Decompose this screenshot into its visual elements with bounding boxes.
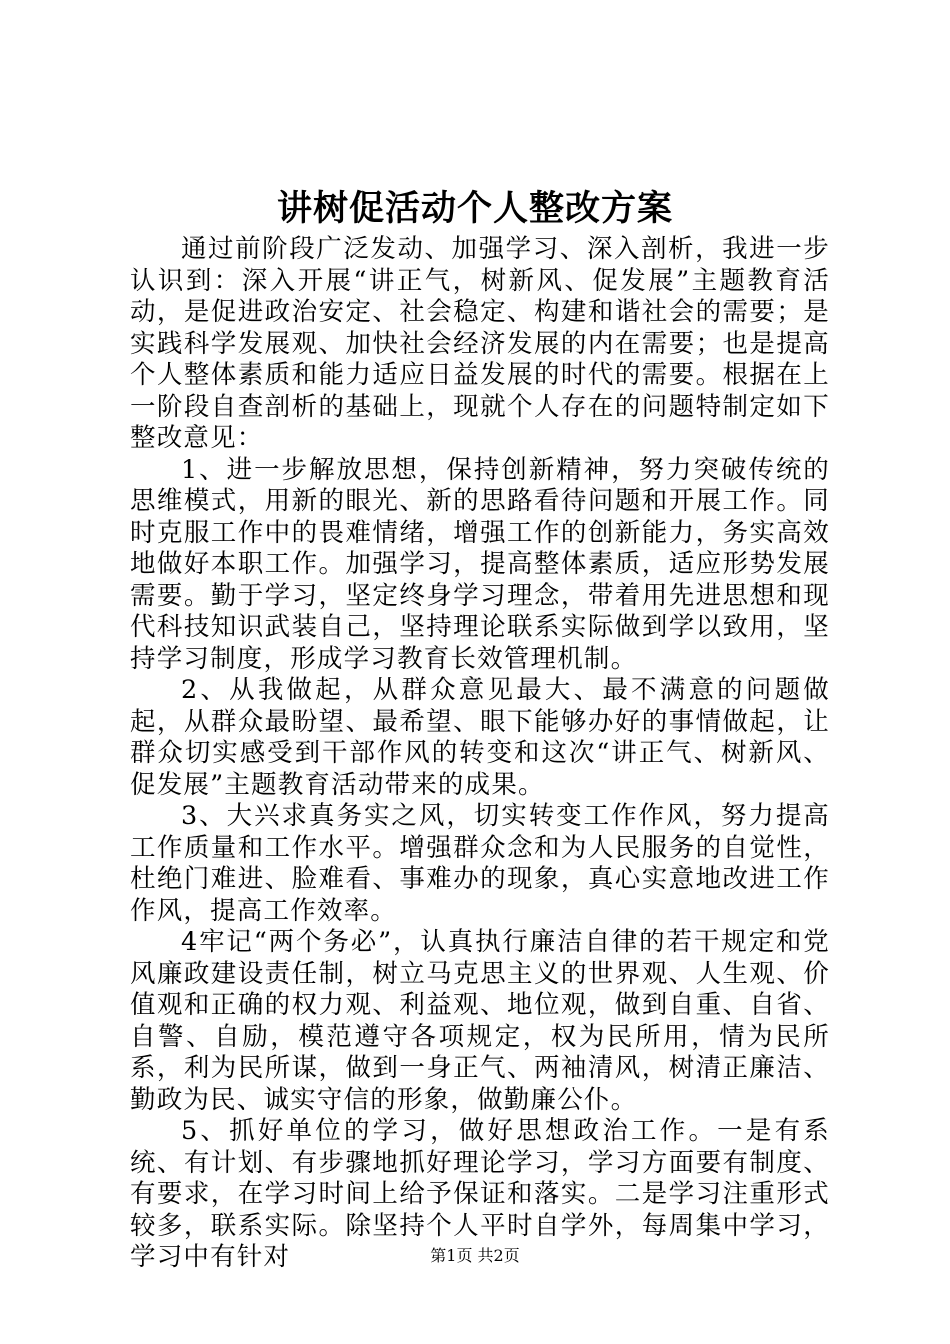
paragraph-item-5: 5、抓好单位的学习，做好思想政治工作。一是有系统、有计划、有步骤地抓好理论学习，学习方面要有制度、有要求，在学习时间上给予保证和落实。二是学习注重形式较多，联系实际。除坚持个人平时自学外，每周集中学习，学习中有针对	[130, 1116, 830, 1272]
page-footer: 第1页 共2页	[430, 1246, 520, 1265]
document-body	[130, 234, 830, 1274]
document-title: 讲树促活动个人整改方案	[276, 188, 673, 229]
paragraph-item-4: 4牢记“两个务必”，认真执行廉洁自律的若干规定和党风廉政建设责任制，树立马克思主义的世界观、人生观、价值观和正确的权力观、利益观、地位观，做到自重、自省、自警、自励，模范遵守各项规定，权为民所用，情为民所系，利为民所谋，做到一身正气、两袖清风，树清正廉洁、勤政为民、诚实守信的形象，做勤廉公仆。	[130, 927, 830, 1115]
paragraph-item-3: 3、大兴求真务实之风，切实转变工作作风，努力提高工作质量和工作水平。增强群众念和为人民服务的自觉性，杜绝门难进、脸难看、事难办的现象，真心实意地改进工作作风，提高工作效率。	[130, 801, 830, 926]
paragraph-item-2: 2、从我做起，从群众意见最大、最不满意的问题做起，从群众最盼望、最希望、眼下能够办好的事情做起，让群众切实感受到干部作风的转变和这次“讲正气、树新风、促发展”主题教育活动带来的成果。	[130, 675, 830, 800]
paragraph-item-1: 1、进一步解放思想，保持创新精神，努力突破传统的思维模式，用新的眼光、新的思路看待问题和开展工作。同时克服工作中的畏难情绪，增强工作的创新能力，务实高效地做好本职工作。加强学习，提高整体素质，适应形势发展需要。勤于学习，坚定终身学习理念，带着用先进思想和现代科技知识武装自己，坚持理论联系实际做到学以致用，坚持学习制度，形成学习教育长效管理机制。	[130, 454, 830, 674]
paragraph-intro: 通过前阶段广泛发动、加强学习、深入剖析，我进一步认识到：深入开展“讲正气，树新风、促发展”主题教育活动，是促进政治安定、社会稳定、构建和谐社会的需要；是实践科学发展观、加快社会经济发展的内在需要；也是提高个人整体素质和能力适应日益发展的时代的需要。根据在上一阶段自查剖析的基础上，现就个人存在的问题特制定如下整改意见：	[130, 234, 830, 453]
